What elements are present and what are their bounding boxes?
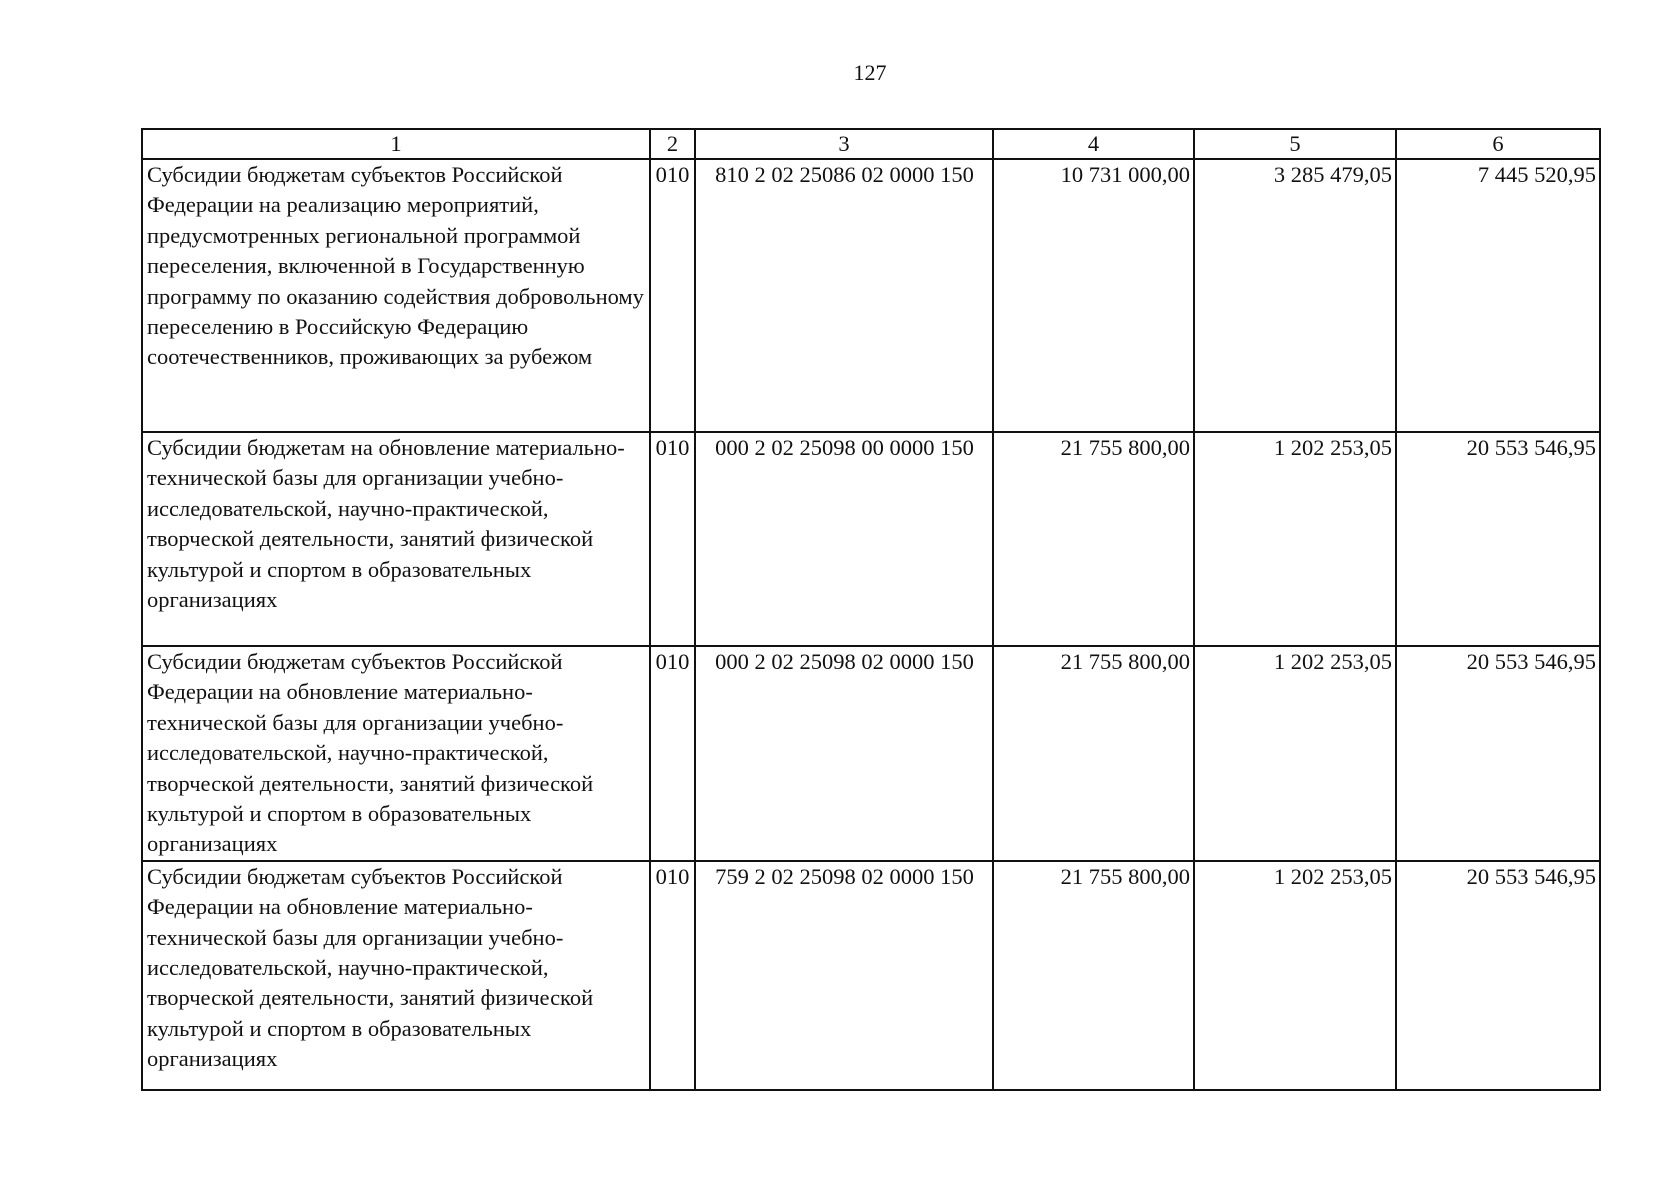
row-unexecuted-amount: 20 553 546,95: [1396, 432, 1600, 646]
row-unexecuted-amount: 20 553 546,95: [1396, 861, 1600, 1090]
row-executed-amount: 3 285 479,05: [1194, 159, 1396, 432]
table-row: [142, 432, 1600, 646]
row-approved-amount: 21 755 800,00: [993, 861, 1194, 1090]
row-budget-code: 759 2 02 25098 02 0000 150: [695, 861, 993, 1090]
page-number: 127: [853, 60, 887, 85]
table-row: [142, 159, 1600, 432]
column-header: 5: [1194, 129, 1396, 159]
budget-table: [141, 128, 1601, 1091]
column-header: 6: [1396, 129, 1600, 159]
column-header: 4: [993, 129, 1194, 159]
column-header: 3: [695, 129, 993, 159]
row-budget-code: 000 2 02 25098 02 0000 150: [695, 646, 993, 861]
table-row: [142, 861, 1600, 1090]
row-line-code: 010: [650, 159, 695, 432]
row-description: Субсидии бюджетам на обновление материально-технической базы для организации учебно-исследовательской, научно-практической, творческой деятельности, занятий физической культурой и спортом в образовательных организациях: [142, 432, 650, 646]
row-unexecuted-amount: 7 445 520,95: [1396, 159, 1600, 432]
row-line-code: 010: [650, 861, 695, 1090]
row-executed-amount: 1 202 253,05: [1194, 432, 1396, 646]
column-header: 2: [650, 129, 695, 159]
table-row: [142, 646, 1600, 861]
column-header: 1: [142, 129, 650, 159]
row-executed-amount: 1 202 253,05: [1194, 861, 1396, 1090]
row-executed-amount: 1 202 253,05: [1194, 646, 1396, 861]
row-unexecuted-amount: 20 553 546,95: [1396, 646, 1600, 861]
row-line-code: 010: [650, 432, 695, 646]
row-approved-amount: 21 755 800,00: [993, 646, 1194, 861]
row-approved-amount: 21 755 800,00: [993, 432, 1194, 646]
row-description: Субсидии бюджетам субъектов Российской Федерации на реализацию мероприятий, предусмотренных региональной программой переселения, включенной в Государственную программу по оказанию содействия добровольному переселению в Российскую Федерацию соотечественников, проживающих за рубежом: [142, 159, 650, 432]
row-description: Субсидии бюджетам субъектов Российской Федерации на обновление материально-технической базы для организации учебно-исследовательской, научно-практической, творческой деятельности, занятий физической культурой и спортом в образовательных организациях: [142, 646, 650, 861]
row-description: Субсидии бюджетам субъектов Российской Федерации на обновление материально-технической базы для организации учебно-исследовательской, научно-практической, творческой деятельности, занятий физической культурой и спортом в образовательных организациях: [142, 861, 650, 1090]
row-budget-code: 810 2 02 25086 02 0000 150: [695, 159, 993, 432]
row-approved-amount: 10 731 000,00: [993, 159, 1194, 432]
row-budget-code: 000 2 02 25098 00 0000 150: [695, 432, 993, 646]
table-header-row: [142, 129, 1600, 159]
row-line-code: 010: [650, 646, 695, 861]
